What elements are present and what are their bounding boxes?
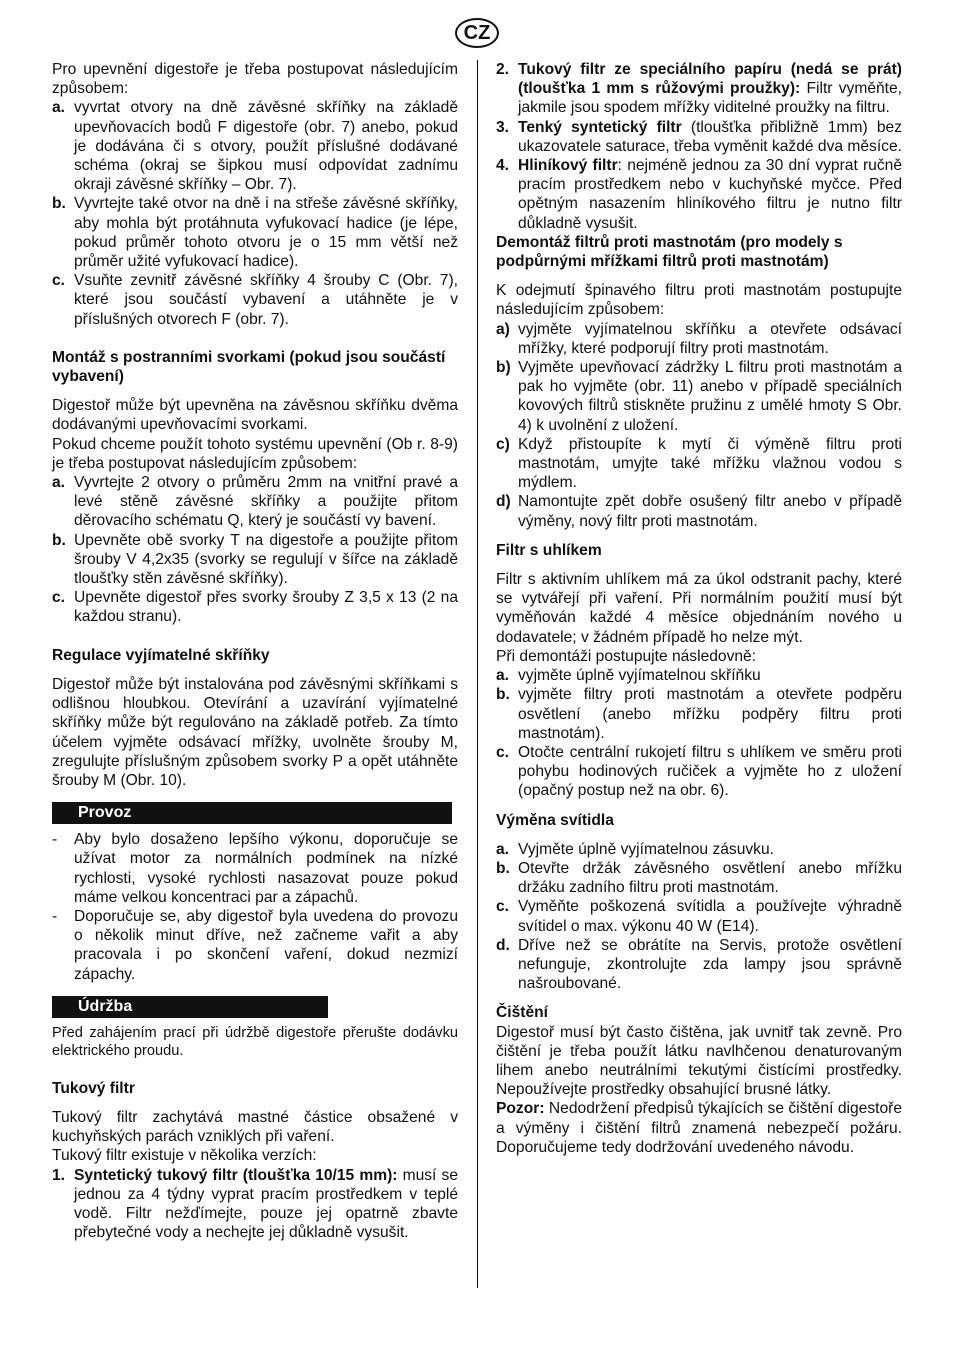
list-item: a. vyvrtat otvory na dně závěsné skříňky na základě upevňovacích bodů F digestoře (obr. 7) anebo, pokud je dodávána či s otvory, použít příslušné dodávané schéma (okraj se šipkou musí odpovídat zadnímu okraji závěsné skříňky – Obr. 7).	[52, 99, 458, 194]
clamps-text-2: Pokud chceme použít tohoto systému upevnění (Ob r. 8-9) je třeba postupovat následujícím způsobem:	[52, 435, 458, 472]
list-item: 1. Syntetický tukový filtr (tloušťka 10/15 mm): musí se jednou za 4 týdny vyprat pracím prostředkem v teplé vodě. Filtr nežďímejte, pouze jej opatrně zbavte přebytečné vody a nechejte jej důkladně vysušit.	[52, 1166, 458, 1242]
list-item: b. Otevřte držák závěsného osvětlení anebo mřížku držáku zadního filtru proti mastnotám.	[496, 859, 902, 897]
section-bar-udrzba: Údržba	[52, 996, 328, 1018]
list-item: c) Když přistoupíte k mytí či výměně filtru proti mastnotám, umyjte také mřížku vlažnou vodou s mýdlem.	[496, 435, 902, 492]
list-item: c. Upevněte digestoř přes svorky šrouby Z 3,5 x 13 (2 na každou stranu).	[52, 589, 458, 626]
list-item: b. Vyvrtejte také otvor na dně i na střeše závěsné skříňky, aby mohla být protáhnuta vyfukovací hadice (je lépe, pokud průměr tohoto otvoru je o 15 mm větší než průměr užité vyfukovací hadice).	[52, 195, 458, 271]
right-column	[496, 60, 902, 1157]
dismount-text: K odejmutí špinavého filtru proti mastnotám postupujte následujícím způsobem:	[496, 282, 902, 319]
list-item: c. Otočte centrální rukojetí filtru s uhlíkem ve směru proti pohybu hodinových ručiček a vyjměte ho z uložení (opačný postup než na obr. 6).	[496, 743, 902, 800]
list-item: - Doporučuje se, aby digestoř byla uvedena do provozu o několik minut dříve, než začneme vařit a aby pracovala i po skončení vaření, dokud nezmizí zápachy.	[52, 907, 458, 983]
language-badge: CZ	[455, 18, 499, 48]
udrzba-text: Před zahájením prací při údržbě digestoře přerušte dodávku elektrického proudu.	[52, 1024, 458, 1059]
warning-label: Pozor:	[496, 1100, 545, 1118]
list-item: 3. Tenký syntetický filtr (tloušťka přibližně 1mm) bez ukazovatele saturace, třeba vyměnit každé dva měsíce.	[496, 118, 902, 155]
carbon-text-2: Při demontáži postupujte následovně:	[496, 647, 757, 665]
list-item: a. vyjměte úplně vyjímatelnou skříňku	[496, 667, 761, 685]
warning-text: Pozor: Nedodržení předpisů týkajících se čištění digestoře a výměny i čištění filtrů znamená nebezpečí požáru. Doporučujeme tedy dodržování uvedeného návodu.	[496, 1100, 902, 1156]
list-item: d) Namontujte zpět dobře osušený filtr anebo v případě výměny, nový filtr proti mastnotám.	[496, 493, 902, 530]
section-heading-grease: Tukový filtr	[52, 1079, 135, 1097]
grease-text-1: Tukový filtr zachytává mastné částice obsažené v kuchyňských parách vzniklých při vaření.	[52, 1108, 458, 1146]
list-item: 2. Tukový filtr ze speciálního papíru (nedá se prát) (tloušťka 1 mm s růžovými proužky): Filtr vyměňte, jakmile jsou spodem mřížky viditelné proužky na filtru.	[496, 61, 902, 117]
left-column	[52, 60, 458, 1242]
grease-1-head: Syntetický tukový filtr (tloušťka 10/15 mm):	[74, 1166, 398, 1184]
clean-text: Digestoř musí být často čištěna, jak uvnitř tak zevně. Pro čištění je třeba použít látku navlhčenou denaturovaným lihem anebo neutrálními tekutými čistícími prostředky. Nepoužívejte prostředky obsahující brusné látky.	[496, 1023, 902, 1099]
list-item: a. Vyjměte úplně vyjímatelnou zásuvku.	[496, 840, 774, 858]
list-item: b. Upevněte obě svorky T na digestoře a použijte přitom šrouby V 4,2x35 (svorky se regulují v šířce na základě tloušťky stěn závěsné skříňky).	[52, 531, 458, 588]
grease-text-2: Tukový filtr existuje v několika verzích:	[52, 1147, 317, 1165]
list-item: b. vyjměte filtry proti mastnotám a otevřete podpěru osvětlení (anebo mřížku podpěry filtru proti mastnotám).	[496, 686, 902, 742]
list-item: - Aby bylo dosaženo lepšího výkonu, doporučuje se užívat motor za normálních podmínek na nízké rychlosti, vysoké rychlosti nasazovat pouze pokud máme velkou koncentraci par a zápachů.	[52, 831, 458, 906]
list-item: 4. Hliníkový filtr: nejméně jednou za 30 dní vyprat ručně pracím prostředkem nebo v kuchyňské myčce. Před opětným nasazením hliníkového filtru je nutno filtr důkladně vysušit.	[496, 157, 902, 232]
list-item: c. Vyměňte poškozená svítidla a používejte výhradně svítidel o max. výkonu 40 W (E14).	[496, 898, 902, 935]
list-item: c. Vsuňte zevnitř závěsné skříňky 4 šrouby C (Obr. 7), které jsou součástí vybavení a utáhněte je v příslušných otvorech F (obr. 7).	[52, 272, 458, 328]
carbon-text-1: Filtr s aktivním uhlíkem má za úkol odstranit pachy, které se vytvářejí při vaření. Při normálním použití musí být vyměňován každé 4 měsíce objednáním nového u dodavatele; v žádném případě ho nelze mýt.	[496, 571, 902, 646]
section-heading-removable: Regulace vyjímatelné skříňky	[52, 646, 270, 664]
section-bar-provoz: Provoz	[52, 802, 452, 824]
removable-text: Digestoř může být instalována pod závěsnými skříňkami s odlišnou hloubkou. Otevírání a uzavírání vyjímatelné skříňky může být regulováno na základě potřeb. Za tímto účelem vyjměte odsávací mřížky, uvolněte šrouby M, zregulujte příslušným způsobem svorky P a opět utáhněte šrouby M (Obr. 10).	[52, 675, 458, 789]
section-heading-lamp: Výměna svítidla	[496, 811, 614, 829]
section-heading-carbon: Filtr s uhlíkem	[496, 541, 602, 559]
intro-text: Pro upevnění digestoře je třeba postupovat následujícím způsobem:	[52, 61, 458, 98]
section-heading-clamps: Montáž s postranními svorkami (pokud jsou součástí vybavení)	[52, 348, 446, 386]
list-item: a) vyjměte vyjímatelnou skříňku a otevřete odsávací mřížky, které podporují filtry proti mastnotám.	[496, 320, 902, 357]
grease-1-text: musí se jednou za 4 týdny vyprat pracím prostředkem v teplé vodě. Filtr nežďímejte, pouze jej opatrně zbavte přebytečné vody a nechejte jej důkladně vysušit.	[74, 1166, 458, 1242]
mount-steps	[52, 98, 458, 328]
list-item: a. Vyvrtejte 2 otvory o průměru 2mm na vnitřní pravé a levé stěně závěsné skříňky a použijte přitom děrovacího schématu Q, který je součástí vy bavení.	[52, 474, 458, 530]
list-item: b) Vyjměte upevňovací zádržky L filtru proti mastnotám a pak ho vyjměte (obr. 11) anebo v případě speciálních kovových filtrů stiskněte pružinu z umělé hmoty S Obr. 4) k uvolnění z uložení.	[496, 359, 902, 434]
list-item: d. Dříve než se obrátíte na Servis, protože osvětlení nefunguje, zkontrolujte zda lampy jsou správně našroubované.	[496, 936, 902, 993]
section-heading-dismount: Demontáž filtrů proti mastnotám (pro modely s podpůrnými mřížkami filtrů proti mastnotám)	[496, 233, 843, 271]
column-divider	[477, 60, 478, 1288]
clamps-text-1: Digestoř může být upevněna na závěsnou skříňku dvěma dodávanými upevňovacími svorkami.	[52, 397, 458, 434]
section-heading-clean: Čištění	[496, 1004, 548, 1022]
